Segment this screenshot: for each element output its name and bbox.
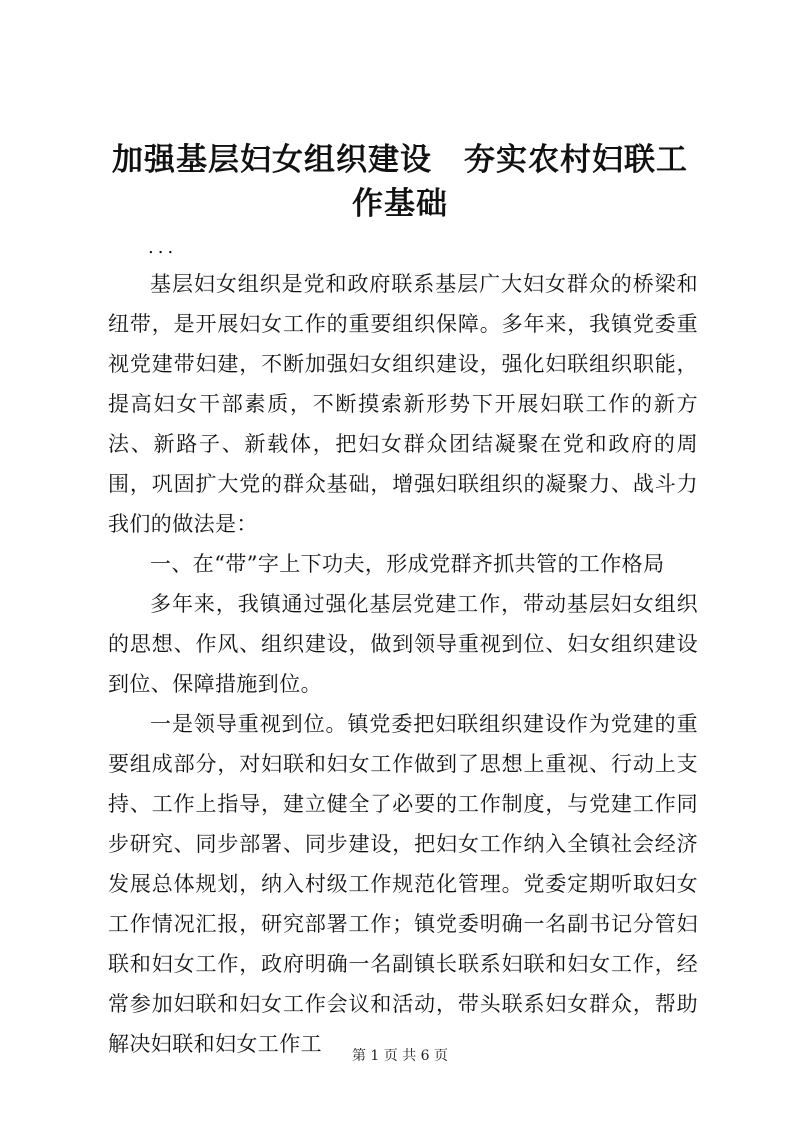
paragraph-section-1-summary: 多年来，我镇通过强化基层党建工作，带动基层妇女组织的思想、作风、组织建设，做到领导重视到位、妇女组织建设到位、保障措施到位。 bbox=[108, 592, 698, 696]
section-heading-1: 一、在“带”字上下功夫，形成党群齐抓共管的工作格局 bbox=[150, 552, 665, 576]
paragraph-intro: 基层妇女组织是党和政府联系基层广大妇女群众的桥梁和纽带，是开展妇女工作的重要组织保障。多年来，我镇党委重视党建带妇建，不断加强妇女组织建设，强化妇联组织职能，提高妇女干部素质，不断摸索新形势下开展妇联工作的新方法、新路子、新载体，把妇女群众团结凝聚在党和政府的周围，巩固扩大党的群众基础，增强妇联组织的凝聚力、战斗力我们的做法是： bbox=[108, 272, 698, 536]
paragraph-leadership: 一是领导重视到位。镇党委把妇联组织建设作为党建的重要组成部分，对妇联和妇女工作做到了思想上重视、行动上支持、工作上指导，建立健全了必要的工作制度，与党建工作同步研究、同步部署、同步建设，把妇女工作纳入全镇社会经济发展总体规划，纳入村级工作规范化管理。党委定期听取妇女工作情况汇报，研究部署工作；镇党委明确一名副书记分管妇联和妇女工作，政府明确一名副镇长联系妇联和妇女工作，经常参加妇联和妇女工作会议和活动，带头联系妇女群众，帮助解决妇联和妇女工作工 bbox=[108, 712, 698, 1056]
page-footer: 第 1 页 共 6 页 bbox=[351, 1048, 449, 1064]
document-title: 加强基层妇女组织建设 夯实农村妇联工作基础 bbox=[112, 142, 688, 222]
ellipsis-marker: ... bbox=[148, 237, 178, 258]
document-body bbox=[108, 264, 698, 1064]
